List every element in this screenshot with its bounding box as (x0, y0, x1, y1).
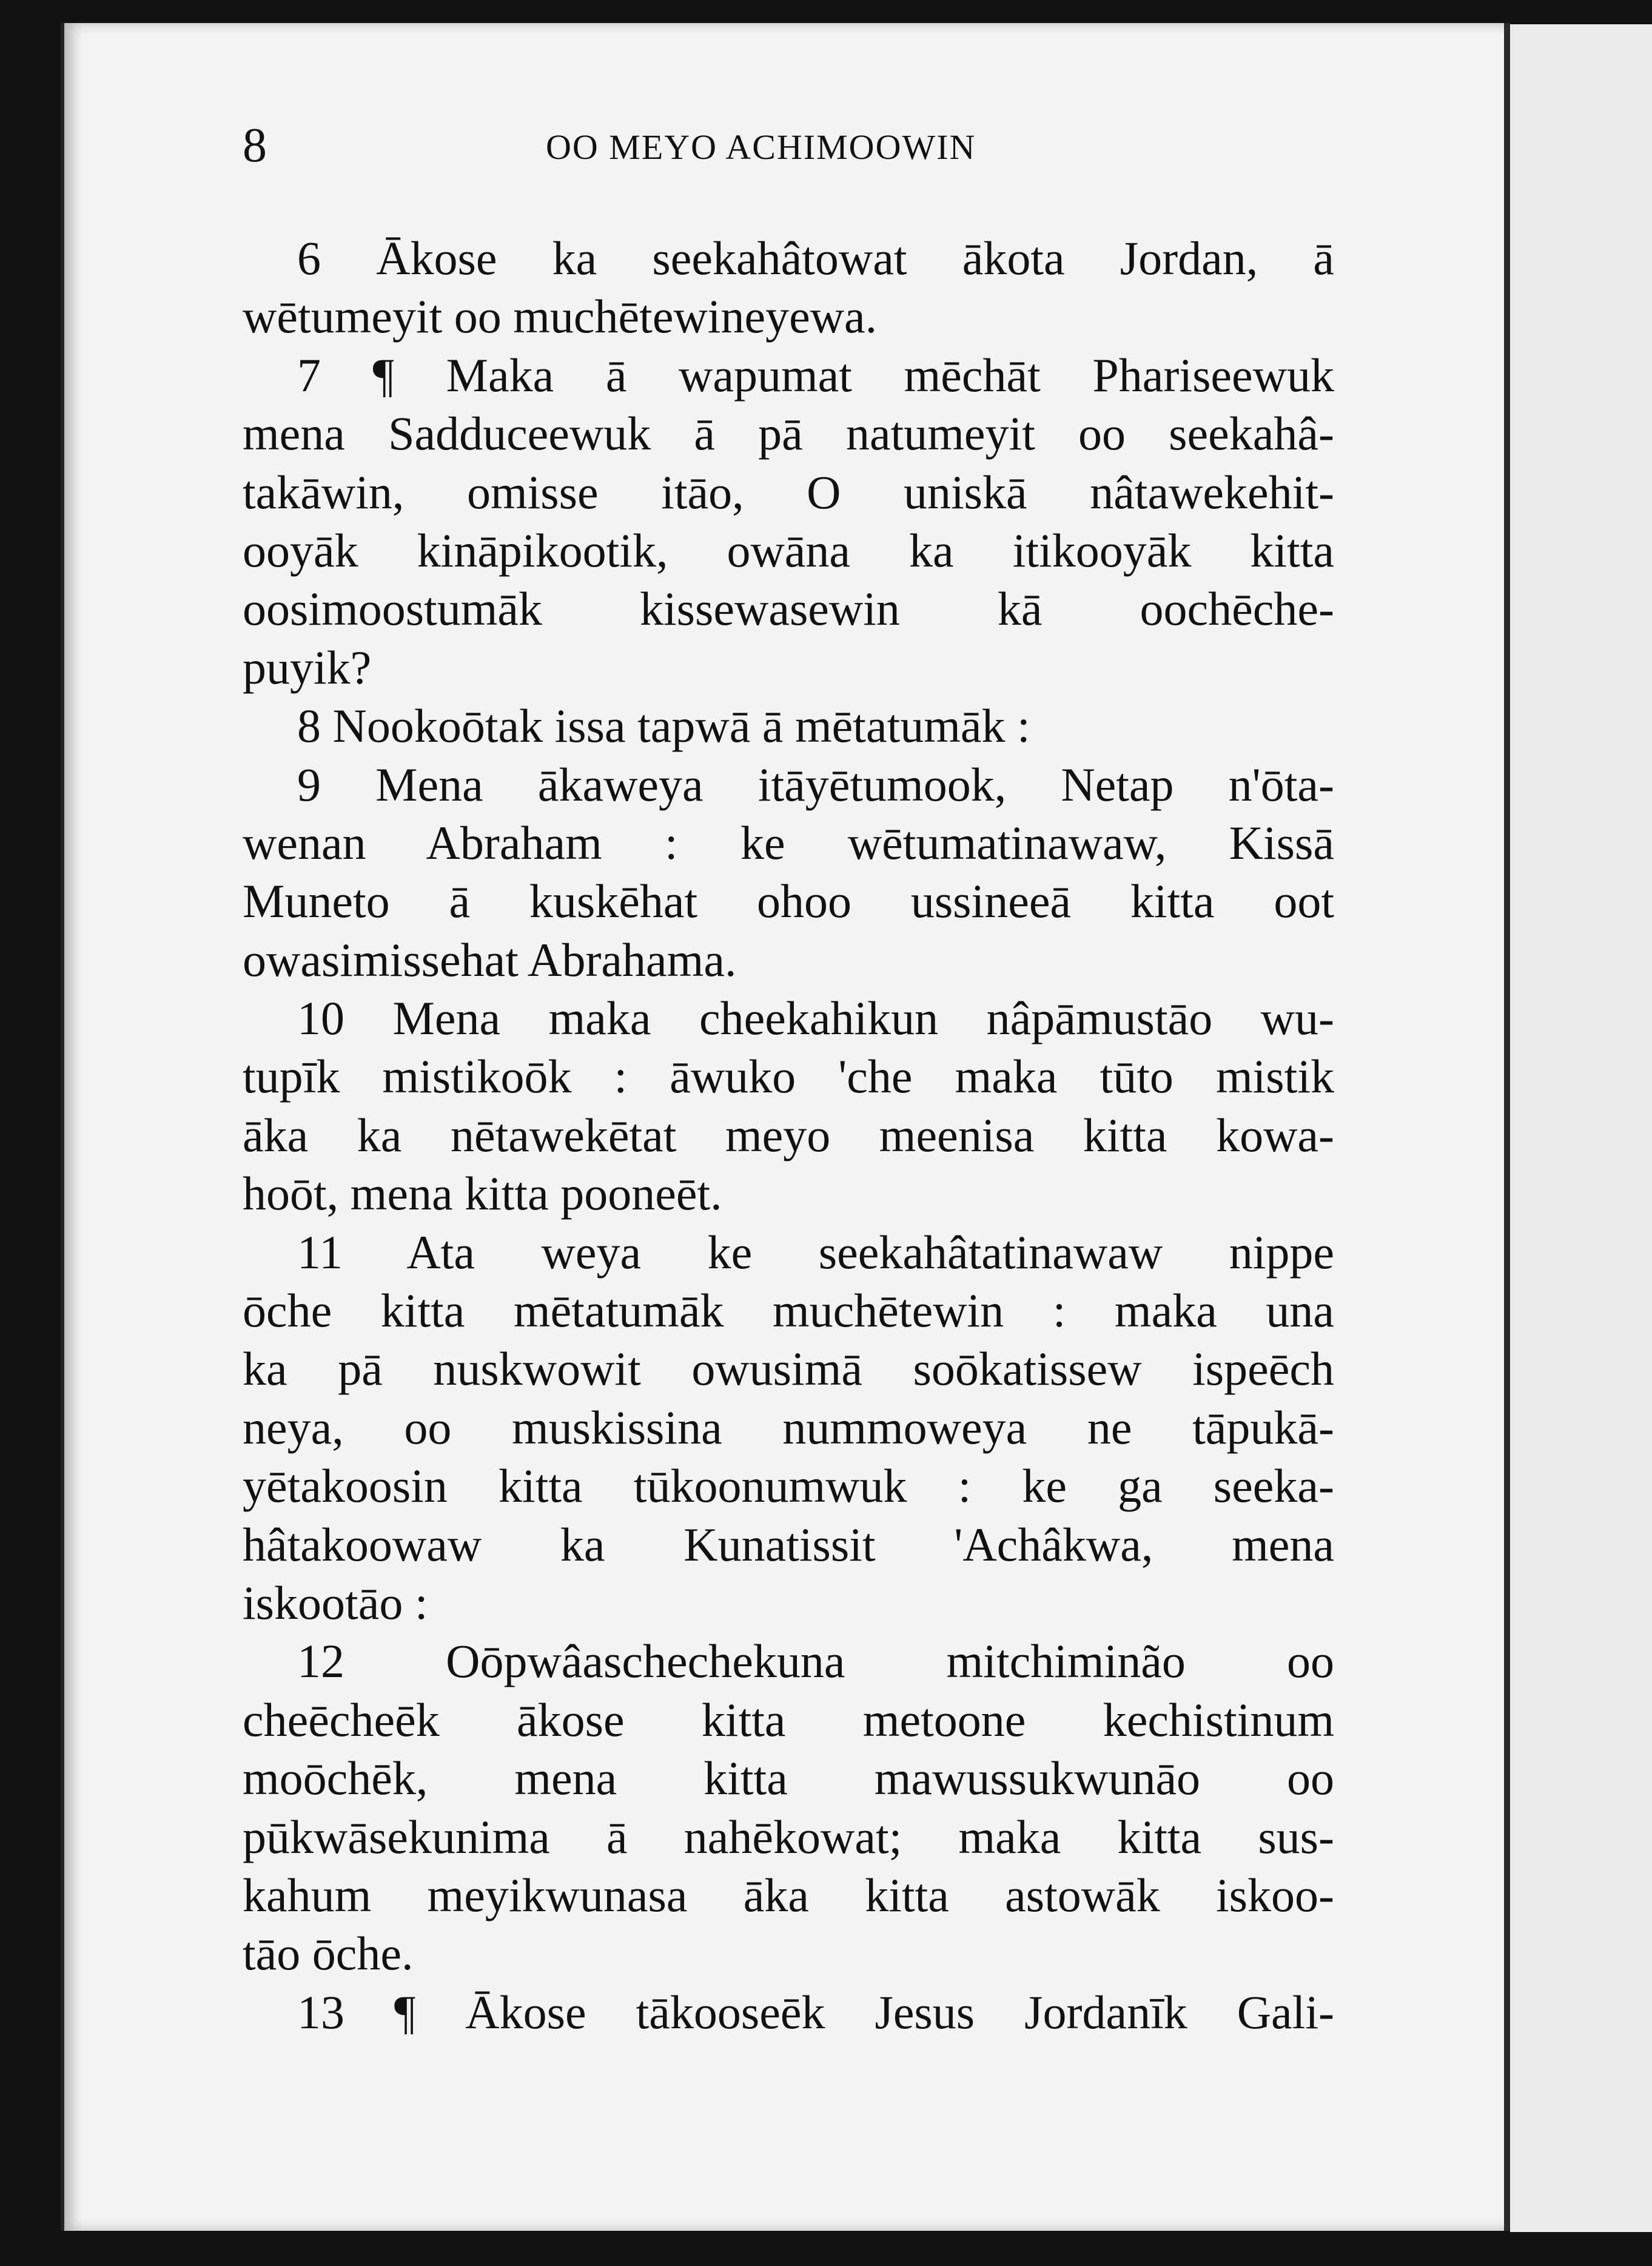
text-line: hâtakoowaw ka Kunatissit 'Achâkwa, mena (243, 1518, 1334, 1571)
text-line: yētakoosin kitta tūkoonumwuk : ke ga seeka- (243, 1459, 1334, 1513)
page-header (243, 118, 1328, 173)
text-line: pūkwāsekunima ā nahēkowat; maka kitta sus- (243, 1810, 1334, 1863)
text-line: āka ka nētawekētat meyo meenisa kitta kowa- (243, 1108, 1334, 1162)
text-line: owasimissehat Abrahama. (243, 933, 737, 986)
text-line: 8 Nookoōtak issa tapwā ā mētatumāk : (297, 699, 1030, 753)
text-line: 13 ¶ Ākose tākooseēk Jesus Jordanīk Gali- (297, 1985, 1334, 2039)
text-line: puyik? (243, 640, 372, 694)
text-line: 7 ¶ Maka ā wapumat mēchāt Phariseewuk (297, 348, 1334, 402)
text-line: ooyāk kināpikootik, owāna ka itikooyāk kitta (243, 523, 1334, 577)
page-number: 8 (243, 119, 267, 172)
text-line: wētumeyit oo muchētewineyewa. (243, 290, 878, 343)
text-line: mena Sadduceewuk ā pā natumeyit oo seekahâ- (243, 407, 1334, 460)
text-line: 10 Mena maka cheekahikun nâpāmustāo wu- (297, 992, 1334, 1045)
text-line: ōche kitta mētatumāk muchētewin : maka una (243, 1284, 1334, 1337)
text-line: 6 Ākose ka seekahâtowat ākota Jordan, ā (297, 232, 1334, 284)
text-line: neya, oo muskissina nummoweya ne tāpukā- (243, 1400, 1334, 1454)
running-title: OO MEYO ACHIMOOWIN (546, 127, 976, 167)
text-line: Muneto ā kuskēhat ohoo ussineeā kitta oot (243, 875, 1334, 928)
text-line: moōchēk, mena kitta mawussukwunāo oo (243, 1752, 1334, 1805)
text-line: kahum meyikwunasa āka kitta astowāk iskoo- (243, 1868, 1334, 1921)
text-line: tupīk mistikoōk : āwuko 'che maka tūto mistik (243, 1050, 1334, 1103)
text-line: ka pā nuskwowit owusimā soōkatissew ispeēch (243, 1342, 1334, 1396)
text-line: wenan Abraham : ke wētumatinawaw, Kissā (243, 816, 1334, 869)
text-line: hoōt, mena kitta pooneēt. (243, 1167, 722, 1220)
facing-page-edge (1510, 24, 1652, 2232)
text-line: iskootāo : (243, 1576, 428, 1629)
text-line: 11 Ata weya ke seekahâtatinawaw nippe (297, 1225, 1334, 1279)
text-line: 12 Oōpwâaschechekuna mitchiminão oo (297, 1635, 1334, 1688)
page-gutter (1504, 23, 1510, 2231)
text-line: takāwin, omisse itāo, O uniskā nâtawekehit- (243, 465, 1334, 519)
text-line: 9 Mena ākaweya itāyētumook, Netap n'ōta- (297, 758, 1334, 811)
text-line: tāo ōche. (243, 1927, 414, 1980)
text-line: cheēcheēk ākose kitta metoone kechistinum (243, 1693, 1334, 1746)
text-line: oosimoostumāk kissewasewin kā oochēche- (243, 582, 1334, 636)
body-text (243, 229, 1334, 2042)
